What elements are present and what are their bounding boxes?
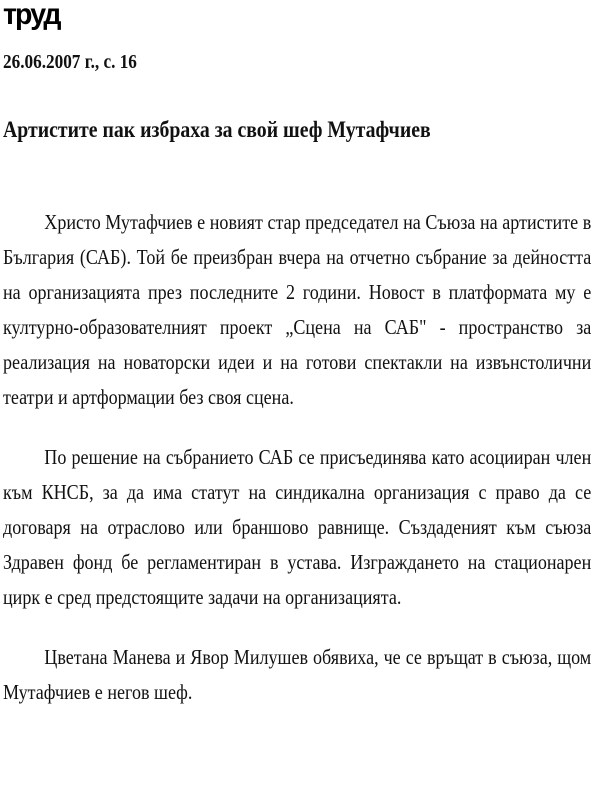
article-paragraph: По решение на събранието САБ се присъединява като асоцииран член към КНСБ, за да има статут на синдикална организация с право да се договаря на отраслово или браншово равнище. Създаденият към съюза Здравен фонд бе регламентиран в устава. Изграждането на стационарен цирк е сред предстоящите задачи на организацията. [3,445,592,609]
article-headline: Артистите пак избраха за свой шеф Мутафчиев [3,117,431,142]
article-paragraph: Христо Мутафчиев е новият стар председател на Съюза на артистите в България (САБ). Той бе преизбран вчера на отчетно събрание за дейността на организацията през последните 2 години. Новост в платформата му е културно-образователният проект „Сцена на САБ" - пространство за реализация на новаторски идеи и на готови спектакли на извънстолични театри и артформации без своя сцена. [3,210,592,409]
article-body [3,205,591,735]
newspaper-logo: труд [3,0,60,31]
article-paragraph: Цветана Манева и Явор Милушев обявиха, че се връщат в съюза, щом Мутафчиев е негов шеф. [3,645,592,704]
publication-dateline: 26.06.2007 г., с. 16 [3,51,137,73]
